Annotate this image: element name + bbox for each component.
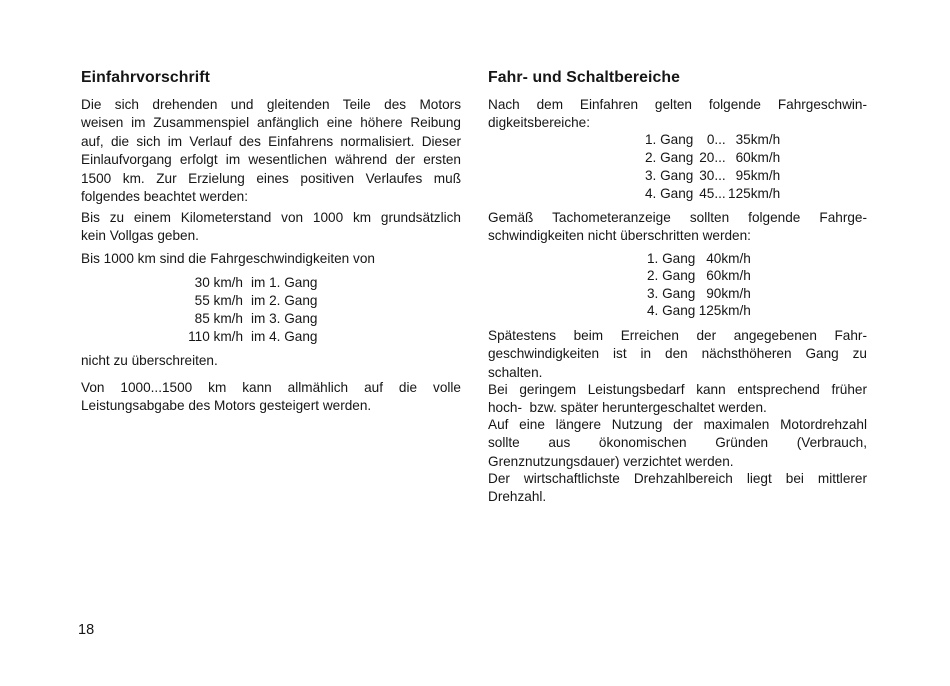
text-line: Auf eine längere Nutzung der maximalen Motordrehzahl	[488, 417, 867, 432]
text-line: kein Vollgas geben.	[81, 228, 199, 244]
cell-speed: 110 km/h	[188, 329, 243, 345]
cell-gearname: 2. Gang	[645, 150, 694, 165]
cell-unit: km/h	[721, 302, 751, 318]
cell-from: 30	[699, 168, 715, 183]
left-column	[81, 0, 461, 686]
text-line: Der wirtschaftlichste Drehzahlbereich liegt bei mittlerer	[488, 471, 867, 486]
right-column	[488, 0, 867, 686]
cell-gear: im 3. Gang	[251, 311, 318, 327]
cell-unit: km/h	[721, 285, 751, 301]
text-line: Bei geringem Leistungsbedarf kann entsprechend früher	[488, 382, 867, 397]
cell-limit: 125	[698, 302, 722, 318]
cell-gearname: 4. Gang	[647, 302, 696, 318]
cell-from: 0	[706, 132, 715, 147]
text-line: Bis zu einem Kilometerstand von 1000 km grundsätzlich	[81, 210, 461, 225]
cell-from: 20	[699, 150, 715, 165]
cell-gearname: 3. Gang	[647, 285, 696, 301]
cell-unit: km/h	[750, 150, 781, 165]
text-line: 1500 km. Zur Erzielung eines positiven Verlaufes muß	[81, 170, 461, 186]
text-line: Einlaufvorgang erfolgt im wesentlichen während der ersten	[81, 152, 461, 168]
cell-gear: im 1. Gang	[251, 275, 318, 290]
cell-to: 60	[735, 150, 751, 165]
right-section-heading: Fahr- und Schaltbereiche	[488, 69, 681, 86]
cell-unit: km/h	[721, 251, 751, 266]
max-speeds-per-gear-list	[647, 250, 751, 319]
cell-to: 125	[728, 186, 751, 201]
text-line: folgendes beachtet werden:	[81, 188, 249, 204]
page-number: 18	[78, 622, 95, 638]
text-line: auf, die sich im Verlauf des Einfahrens normalisiert. Dieser	[81, 133, 461, 149]
list-row	[179, 292, 318, 310]
cell-unit: km/h	[750, 132, 781, 147]
tachometer-note-paragraph	[488, 209, 867, 246]
cell-sep: ...	[714, 168, 726, 183]
cell-gearname: 2. Gang	[647, 268, 696, 284]
text-line: nicht zu überschreiten.	[81, 353, 218, 368]
cell-gear: im 2. Gang	[251, 293, 318, 309]
cell-gearname: 1. Gang	[647, 251, 696, 266]
cell-unit: km/h	[750, 168, 781, 183]
cell-limit: 60	[706, 268, 722, 284]
speed-limits-per-gear-list	[179, 274, 318, 346]
list-row	[647, 250, 751, 267]
list-row	[647, 285, 751, 302]
economy-rpm-paragraph	[488, 470, 867, 507]
after-breakin-paragraph	[488, 96, 867, 133]
cell-to: 35	[735, 132, 751, 147]
cell-from: 45	[699, 186, 715, 201]
no-full-throttle-paragraph	[81, 209, 461, 246]
breakin-intro-paragraph	[81, 96, 461, 206]
cell-gearname: 1. Gang	[645, 132, 694, 147]
list-row	[645, 131, 780, 149]
not-exceed-line	[81, 352, 461, 370]
speed-limits-intro-line	[81, 250, 461, 268]
text-line: hoch- bzw. später heruntergeschaltet werden.	[488, 400, 767, 416]
list-row	[645, 167, 780, 185]
text-line: Von 1000...1500 km kann allmählich auf die volle	[81, 380, 461, 395]
text-line: weisen im Zusammenspiel anfänglich eine höhere Reibung	[81, 115, 461, 131]
left-section-heading: Einfahrvorschrift	[81, 69, 210, 86]
cell-sep: ...	[714, 132, 726, 147]
cell-sep: ...	[714, 150, 726, 165]
text-line: Bis 1000 km sind die Fahrgeschwindigkeiten von	[81, 251, 375, 266]
cell-speed: 55 km/h	[194, 293, 243, 309]
text-line: Grenznutzungsdauer) verzichtet werden.	[488, 453, 734, 469]
list-row	[647, 267, 751, 284]
text-line: schalten.	[488, 364, 543, 380]
cell-unit: km/h	[721, 268, 751, 284]
text-line: digkeitsbereiche:	[488, 115, 591, 131]
text-line: Gemäß Tachometeranzeige sollten folgende Fahrge-	[488, 210, 867, 225]
list-row	[179, 274, 318, 292]
cell-unit: km/h	[750, 186, 781, 201]
text-line: geschwindigkeiten ist in den nächsthöheren Gang zu	[488, 346, 867, 362]
text-line: Die sich drehenden und gleitenden Teile des Motors	[81, 97, 461, 112]
gear-speed-ranges-list	[645, 131, 780, 203]
text-line: Drehzahl.	[488, 489, 547, 505]
list-row	[179, 328, 318, 346]
cell-speed: 85 km/h	[194, 311, 243, 327]
list-row	[647, 302, 751, 319]
cell-speed: 30 km/h	[194, 275, 243, 290]
cell-gear: im 4. Gang	[251, 329, 318, 345]
text-line: sollte aus ökonomischen Gründen (Verbrauch,	[488, 435, 867, 451]
cell-limit: 40	[706, 251, 722, 266]
cell-limit: 90	[706, 285, 722, 301]
cell-gearname: 4. Gang	[645, 186, 694, 201]
cell-to: 95	[735, 168, 751, 183]
cell-gearname: 3. Gang	[645, 168, 694, 183]
text-line: schwindigkeiten nicht überschritten werden:	[488, 228, 751, 244]
early-shift-paragraph	[488, 381, 867, 418]
text-line: Spätestens beim Erreichen der angegebenen Fahr-	[488, 328, 867, 343]
max-rpm-paragraph	[488, 416, 867, 471]
list-row	[645, 149, 780, 167]
cell-sep: ...	[714, 186, 726, 201]
list-row	[179, 310, 318, 328]
text-line: Nach dem Einfahren gelten folgende Fahrgeschwin-	[488, 97, 867, 112]
list-row	[645, 185, 780, 203]
shift-up-paragraph	[488, 327, 867, 382]
increase-power-paragraph	[81, 379, 461, 416]
text-line: Leistungsabgabe des Motors gesteigert werden.	[81, 398, 372, 414]
